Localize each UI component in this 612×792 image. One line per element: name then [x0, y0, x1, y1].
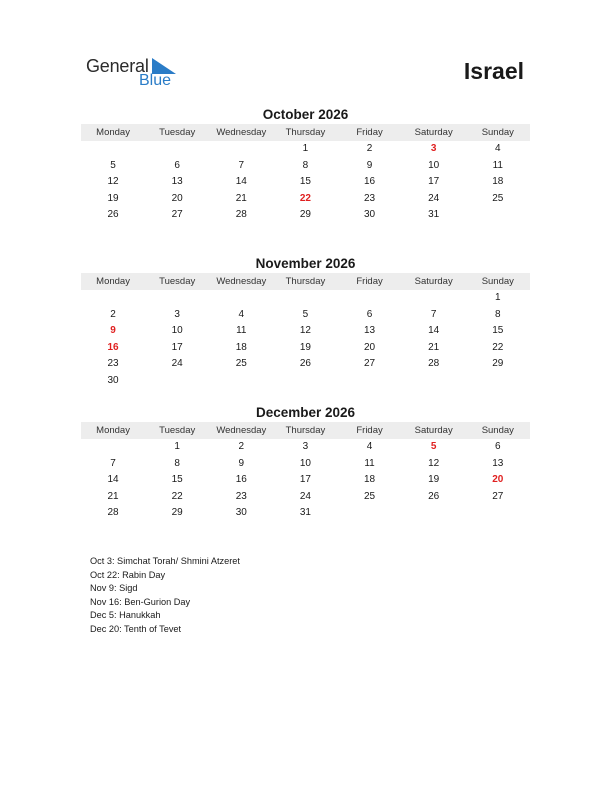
day-cell: 10 — [171, 325, 183, 337]
day-cell: 3 — [302, 441, 309, 452]
weekday-label: Monday — [96, 127, 130, 138]
day-cell: 8 — [302, 159, 309, 171]
week-row — [81, 505, 530, 522]
country-title: Israel — [463, 58, 524, 84]
day-cell — [209, 373, 273, 390]
weekday-label: Friday — [356, 276, 383, 287]
day-cell: 20 — [171, 192, 183, 204]
day-cell: 30 — [364, 209, 376, 221]
day-cell — [145, 373, 209, 390]
weekday-label: Wednesday — [216, 276, 267, 287]
day-cell: 20 — [364, 341, 376, 353]
day-cell — [145, 290, 209, 307]
day-cell — [273, 373, 337, 390]
day-cell: 24 — [299, 490, 311, 502]
weekday-label: Thursday — [285, 425, 326, 436]
holiday-item: Nov 16: Ben-Gurion Day — [90, 596, 191, 607]
day-cell: 29 — [492, 358, 504, 370]
week-row — [81, 456, 530, 473]
week-row — [81, 472, 530, 489]
week-row — [81, 141, 530, 158]
day-cell: 15 — [171, 474, 183, 486]
day-cell: 31 — [299, 507, 311, 519]
day-cell: 19 — [299, 341, 311, 353]
holiday-item: Oct 22: Rabin Day — [90, 569, 166, 580]
day-cell — [338, 290, 402, 307]
day-cell: 13 — [364, 325, 376, 337]
logo-general-text: General — [86, 56, 149, 76]
day-cell: 13 — [171, 176, 183, 188]
weekday-label: Sunday — [481, 127, 514, 138]
day-cell: 21 — [107, 490, 119, 502]
day-cell: 28 — [428, 358, 440, 370]
day-cell: 25 — [364, 490, 376, 502]
day-cell — [273, 290, 337, 307]
day-cell: 17 — [428, 176, 440, 188]
month-title: October 2026 — [262, 107, 349, 122]
day-cell: 12 — [107, 176, 119, 188]
week-row — [81, 356, 530, 373]
day-cell: 6 — [174, 159, 180, 171]
holiday-day-cell: 20 — [492, 474, 504, 486]
weekday-label: Tuesday — [159, 127, 196, 138]
weekday-header-row — [81, 422, 530, 439]
day-cell: 5 — [302, 308, 309, 320]
day-cell: 18 — [492, 176, 504, 188]
day-cell: 7 — [430, 308, 437, 320]
weekday-label: Sunday — [481, 425, 514, 436]
day-cell: 1 — [495, 292, 501, 303]
day-cell: 31 — [428, 209, 440, 221]
weekday-label: Monday — [96, 425, 130, 436]
day-cell: 23 — [107, 358, 119, 370]
day-cell: 9 — [366, 159, 373, 171]
week-row — [81, 307, 530, 324]
day-cell: 27 — [492, 490, 504, 502]
week-row — [81, 207, 530, 224]
day-cell: 8 — [174, 457, 180, 469]
holiday-list — [90, 555, 240, 637]
week-row — [81, 323, 530, 340]
month-title: November 2026 — [255, 256, 356, 271]
day-cell: 5 — [110, 159, 116, 171]
day-cell: 11 — [492, 159, 503, 171]
weekday-label: Friday — [356, 425, 383, 436]
day-cell: 11 — [236, 325, 247, 337]
day-cell: 10 — [299, 457, 311, 469]
month-december — [81, 404, 530, 522]
day-cell: 1 — [174, 441, 180, 452]
day-cell: 16 — [235, 474, 247, 486]
day-cell: 15 — [299, 176, 311, 188]
day-cell: 2 — [238, 441, 245, 452]
day-cell: 14 — [107, 474, 119, 486]
week-row — [81, 158, 530, 175]
day-cell: 29 — [299, 209, 311, 221]
day-cell: 15 — [492, 325, 504, 337]
day-cell — [402, 290, 466, 307]
day-cell: 12 — [428, 457, 440, 469]
day-cell: 4 — [366, 441, 373, 452]
weekday-label: Thursday — [285, 276, 326, 287]
day-cell: 25 — [235, 358, 247, 370]
weekday-label: Monday — [96, 276, 130, 287]
day-cell: 14 — [428, 325, 440, 337]
weekday-label: Tuesday — [159, 276, 196, 287]
day-cell: 30 — [107, 374, 119, 386]
day-cell: 16 — [364, 176, 376, 188]
day-cell: 8 — [495, 308, 501, 320]
day-cell: 21 — [428, 341, 440, 353]
weekday-label: Sunday — [481, 276, 514, 287]
day-cell: 7 — [238, 159, 245, 171]
day-cell: 17 — [171, 341, 183, 353]
weekday-label: Wednesday — [216, 127, 267, 138]
holiday-item: Oct 3: Simchat Torah/ Shmini Atzeret — [90, 556, 240, 566]
holiday-day-cell: 3 — [430, 143, 437, 154]
day-cell: 19 — [428, 474, 440, 486]
day-cell: 28 — [107, 507, 119, 519]
weekday-label: Saturday — [414, 127, 453, 138]
day-cell — [81, 290, 145, 307]
day-cell: 14 — [235, 176, 247, 188]
month-november — [81, 255, 530, 390]
day-cell — [209, 290, 273, 307]
day-cell: 24 — [171, 358, 183, 370]
day-cell: 21 — [235, 192, 247, 204]
holiday-day-cell: 9 — [110, 325, 116, 337]
day-cell: 10 — [428, 159, 440, 171]
day-cell — [402, 505, 466, 522]
weekday-label: Wednesday — [216, 425, 267, 436]
day-cell: 23 — [364, 192, 376, 204]
holiday-day-cell: 5 — [430, 441, 437, 452]
week-row — [81, 373, 530, 390]
day-cell — [81, 141, 145, 158]
holiday-item: Dec 5: Hanukkah — [90, 610, 161, 621]
day-cell: 26 — [299, 358, 311, 370]
weekday-label: Thursday — [285, 127, 326, 138]
day-cell: 22 — [492, 341, 504, 353]
week-row — [81, 439, 530, 456]
day-cell: 2 — [366, 143, 373, 154]
day-cell: 22 — [171, 490, 183, 502]
week-row — [81, 174, 530, 191]
weekday-header-row — [81, 273, 530, 290]
day-cell: 12 — [299, 325, 311, 337]
day-cell: 3 — [174, 308, 180, 320]
day-cell — [338, 373, 402, 390]
day-cell — [402, 373, 466, 390]
day-cell: 27 — [364, 358, 376, 370]
weekday-label: Saturday — [414, 276, 453, 287]
day-cell: 6 — [366, 308, 373, 320]
day-cell: 9 — [238, 457, 245, 469]
day-cell — [81, 439, 145, 456]
day-cell: 18 — [235, 341, 247, 353]
day-cell: 27 — [171, 209, 183, 221]
month-october — [81, 106, 530, 224]
day-cell: 26 — [107, 209, 119, 221]
day-cell — [466, 373, 530, 390]
holiday-day-cell: 16 — [107, 341, 119, 353]
day-cell: 2 — [110, 308, 116, 320]
day-cell: 18 — [364, 474, 376, 486]
day-cell: 17 — [299, 474, 311, 486]
day-cell: 24 — [428, 192, 440, 204]
weekday-label: Tuesday — [159, 425, 196, 436]
weekday-header-row — [81, 124, 530, 141]
day-cell — [466, 207, 530, 224]
day-cell — [466, 505, 530, 522]
day-cell: 1 — [302, 143, 309, 154]
day-cell: 7 — [110, 457, 116, 469]
day-cell: 4 — [495, 143, 501, 154]
day-cell — [338, 505, 402, 522]
day-cell: 29 — [171, 507, 183, 519]
day-cell: 6 — [495, 441, 501, 452]
logo-blue-text: Blue — [139, 72, 172, 89]
day-cell: 11 — [364, 457, 375, 469]
day-cell: 28 — [235, 209, 247, 221]
weekday-label: Friday — [356, 127, 383, 138]
day-cell: 26 — [428, 490, 440, 502]
day-cell: 30 — [235, 507, 247, 519]
holiday-item: Nov 9: Sigd — [90, 583, 138, 594]
day-cell: 19 — [107, 192, 119, 204]
day-cell: 13 — [492, 457, 504, 469]
day-cell: 25 — [492, 192, 504, 204]
holiday-item: Dec 20: Tenth of Tevet — [90, 623, 182, 634]
weekday-label: Saturday — [414, 425, 453, 436]
holiday-day-cell: 22 — [299, 192, 311, 204]
day-cell — [209, 141, 273, 158]
logo — [86, 56, 186, 92]
month-title: December 2026 — [255, 405, 356, 420]
day-cell: 23 — [235, 490, 247, 502]
week-row — [81, 340, 530, 357]
week-row — [81, 290, 530, 307]
day-cell — [145, 141, 209, 158]
day-cell: 4 — [238, 308, 245, 320]
week-row — [81, 489, 530, 506]
week-row — [81, 191, 530, 208]
